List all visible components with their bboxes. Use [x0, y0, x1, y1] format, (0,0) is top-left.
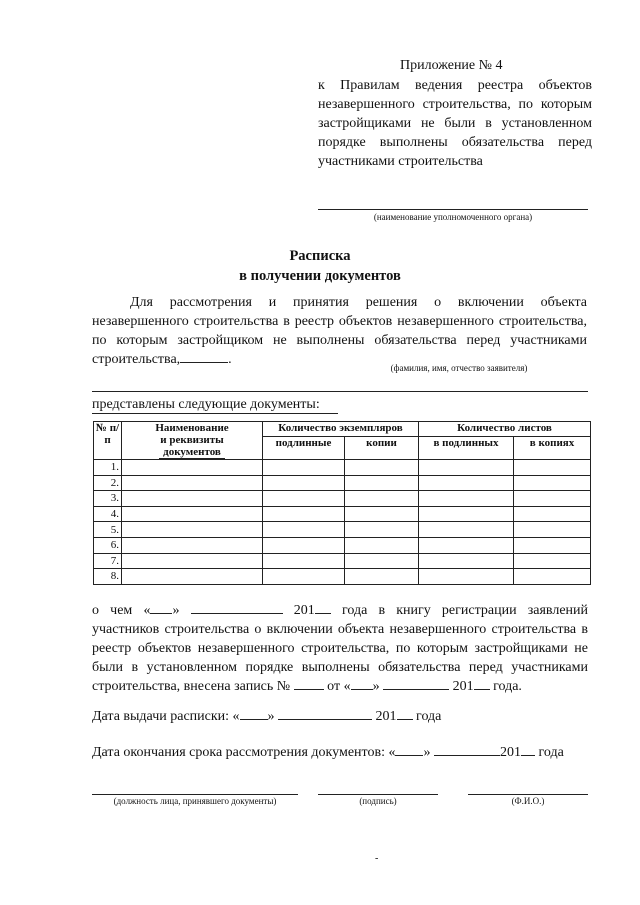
title-line-2: в получении документов	[239, 268, 401, 284]
record-from: от «	[327, 679, 351, 694]
table-row	[94, 475, 591, 491]
footer-mark: -	[375, 853, 379, 864]
intro-paragraph	[92, 293, 587, 369]
record-number-blank	[294, 677, 324, 690]
issue-date-line	[92, 707, 441, 725]
header-sheets-originals: в подлинных	[419, 437, 514, 460]
deadline-day-blank	[395, 743, 423, 756]
record-quote-close: »	[172, 603, 180, 618]
table-row	[94, 553, 591, 569]
authority-line	[318, 209, 588, 210]
deadline-year-suffix: года	[538, 745, 564, 760]
record-quote-open: о чем «	[92, 603, 151, 618]
record-day-blank	[150, 601, 172, 614]
record-from-close: »	[372, 679, 380, 694]
issue-date-label: Дата выдачи расписки: «	[92, 709, 240, 724]
appendix-title: Приложение № 4	[400, 58, 503, 73]
applicant-caption: (фамилия, имя, отчество заявителя)	[390, 363, 528, 373]
table-row	[94, 522, 591, 538]
row-number: 2.	[94, 475, 122, 491]
header-name-line-1: Наименование	[155, 422, 229, 434]
intro-text: Для рассмотрения и принятия решения о включении объекта незавершенного строительства в реестр объектов незавершенного строительства, по которым застройщиком не выполнены обязательства перед участниками строительства,	[92, 295, 587, 367]
header-copies: копии	[345, 437, 419, 460]
issue-month-blank	[278, 707, 372, 720]
row-number: 7.	[94, 553, 122, 569]
presented-label: представлены следующие документы:	[92, 397, 320, 412]
position-caption: (должность лица, принявшего документы)	[113, 796, 277, 806]
record-text: года в книгу регистрации заявлений участников строительства о включении объекта незавершенного строительства в реестр объектов незавершенного строительства, по которым застройщиками не были в установленном порядке выполнены обязательства перед участниками строительства, внесена запись №	[92, 603, 589, 694]
header-sheets-group: Количество листов	[419, 422, 591, 437]
record-month-blank	[191, 601, 283, 614]
header-sheets-copies: в копиях	[514, 437, 591, 460]
record-date-year-prefix: 201	[452, 679, 474, 694]
table-row	[94, 506, 591, 522]
header-name	[122, 422, 263, 460]
intro-trail: .	[228, 352, 232, 367]
header-copies-group: Количество экземпляров	[263, 422, 419, 437]
applicant-blank-start	[180, 350, 228, 363]
deadline-date-label: Дата окончания срока рассмотрения документов: «	[92, 745, 396, 760]
presented-underline	[92, 413, 338, 414]
issue-day-blank	[240, 707, 268, 720]
table-row	[94, 537, 591, 553]
deadline-quote-close: »	[423, 745, 431, 760]
row-number: 8.	[94, 569, 122, 585]
authority-caption: (наименование уполномоченного органа)	[373, 212, 533, 222]
signature-line	[318, 794, 438, 795]
deadline-date-line	[92, 743, 564, 761]
record-year-blank	[315, 601, 331, 614]
header-number: № п/п	[94, 422, 122, 460]
header-originals: подлинные	[263, 437, 345, 460]
row-number: 5.	[94, 522, 122, 538]
table-row	[94, 569, 591, 585]
appendix-body: к Правилам ведения реестра объектов незавершенного строительства, по которым застройщиками не были в установленном порядке выполнены обязательства перед участниками строительства	[318, 78, 592, 169]
deadline-year-prefix: 201	[499, 745, 521, 760]
full-name-line	[468, 794, 588, 795]
deadline-year-blank	[521, 743, 535, 756]
header-name-line-2: и реквизиты	[160, 434, 224, 446]
signature-caption: (подпись)	[359, 796, 397, 806]
table-row	[94, 491, 591, 507]
row-number: 1.	[94, 460, 122, 476]
deadline-month-blank	[434, 743, 500, 756]
title-line-1: Расписка	[289, 248, 351, 264]
header-name-line-3: документов	[159, 446, 225, 459]
issue-year-suffix: года	[416, 709, 442, 724]
record-year-prefix: 201	[293, 603, 315, 618]
position-signature-line	[92, 794, 298, 795]
issue-quote-close: »	[267, 709, 275, 724]
issue-year-blank	[397, 707, 413, 720]
documents-table	[93, 421, 591, 585]
record-date-month-blank	[383, 677, 449, 690]
row-number: 6.	[94, 537, 122, 553]
document-title	[0, 246, 640, 286]
applicant-continuation-line	[92, 391, 588, 392]
record-date-year-blank	[474, 677, 490, 690]
record-year-suffix: года.	[493, 679, 522, 694]
full-name-caption: (Ф.И.О.)	[511, 796, 545, 806]
table-row	[94, 460, 591, 476]
issue-year-prefix: 201	[375, 709, 397, 724]
row-number: 4.	[94, 506, 122, 522]
row-number: 3.	[94, 491, 122, 507]
record-date-day-blank	[351, 677, 373, 690]
registration-record-paragraph	[92, 601, 588, 696]
